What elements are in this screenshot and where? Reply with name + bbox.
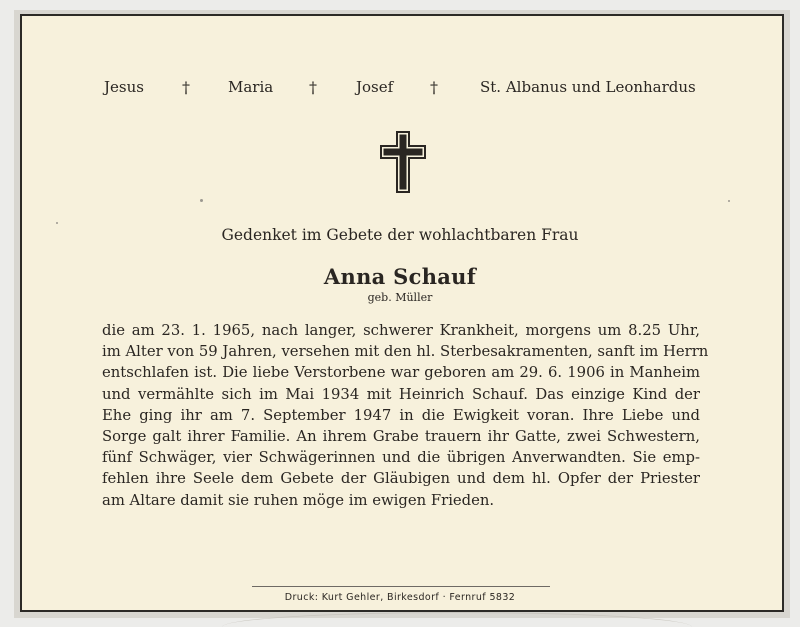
header-name-maria: Maria — [228, 78, 274, 96]
printer-credit: Druck: Kurt Gehler, Birkesdorf · Fernruf 5832 — [284, 592, 516, 603]
text-line: Ehe ging ihr am 7. September 1947 in die Ewigkeit voran. Ihre Liebe und — [102, 406, 700, 424]
dagger-icon: † — [182, 78, 190, 97]
text-line: fünf Schwäger, vier Schwägerinnen und die übrigen Anverwandten. Sie emp- — [102, 449, 700, 467]
header-name-saints: St. Albanus und Leonhardus — [480, 78, 696, 96]
saints-header — [100, 78, 700, 100]
maiden-name: geb. Müller — [367, 291, 433, 304]
text-line: am Altare damit sie ruhen möge im ewigen Frieden. — [102, 491, 495, 509]
text-line: und vermählte sich im Mai 1934 mit Heinrich Schauf. Das einzige Kind der — [102, 385, 700, 403]
headline: Gedenket im Gebete der wohlachtbaren Frau — [221, 226, 579, 244]
paper-speck — [728, 200, 730, 202]
dagger-icon: † — [309, 78, 317, 97]
obituary-text — [102, 320, 709, 511]
header-name-jesus: Jesus — [104, 78, 144, 96]
header-name-josef: Josef — [356, 78, 394, 96]
text-line: fehlen ihre Seele dem Gebete der Gläubigen und dem hl. Opfer der Priester — [102, 470, 700, 488]
cross-icon — [380, 131, 426, 193]
text-line: Sorge galt ihrer Familie. An ihrem Grabe trauern ihr Gatte, zwei Schwestern, — [102, 428, 700, 446]
dagger-icon: † — [430, 78, 438, 97]
footer-rule — [252, 586, 550, 587]
deceased-name: Anna Schauf — [323, 264, 477, 289]
text-line: die am 23. 1. 1965, nach langer, schwerer Krankheit, morgens um 8.25 Uhr, — [102, 322, 700, 339]
paper-speck — [56, 222, 58, 224]
memorial-card — [20, 14, 784, 612]
text-line: im Alter von 59 Jahren, versehen mit den hl. Sterbesakramenten, sanft im Herrn — [102, 343, 709, 361]
text-line: entschlafen ist. Die liebe Verstorbene war geboren am 29. 6. 1906 in Manheim — [102, 364, 700, 382]
paper-speck — [200, 199, 203, 202]
